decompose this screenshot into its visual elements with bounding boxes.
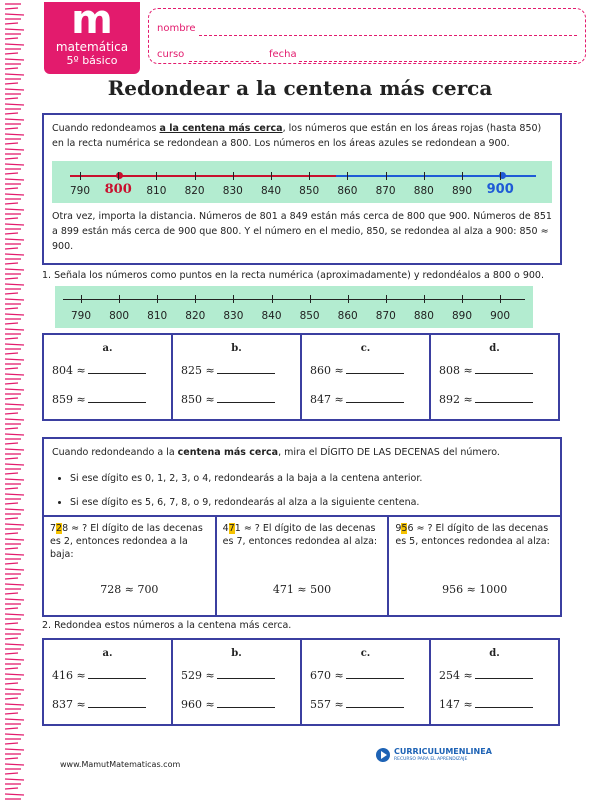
name-field[interactable] <box>199 35 577 36</box>
tick-label: 880 <box>413 310 434 322</box>
tick <box>233 295 234 303</box>
exercise-column <box>44 335 173 419</box>
tick <box>462 295 463 303</box>
tick <box>348 295 349 303</box>
answer-blank[interactable] <box>346 392 404 403</box>
answer-blank[interactable] <box>475 392 533 403</box>
exercise-text: 557 ≈ <box>310 698 344 711</box>
exercise-text: 825 ≈ <box>181 364 215 377</box>
answer-blank[interactable] <box>475 363 533 374</box>
tick <box>157 295 158 303</box>
exercise-text: 804 ≈ <box>52 364 86 377</box>
answer-blank[interactable] <box>88 697 146 708</box>
tick <box>272 295 273 303</box>
answer-blank[interactable] <box>475 668 533 679</box>
tick <box>233 172 234 180</box>
intro-box <box>42 113 562 265</box>
column-head: b. <box>231 648 242 659</box>
tick-label: 830 <box>223 310 244 322</box>
digit-hundreds: 9 <box>395 523 402 534</box>
digit-ones: 1 <box>234 523 241 534</box>
date-field[interactable] <box>299 61 577 62</box>
exercise-item <box>181 697 275 711</box>
intro-text-emph: a la centena más cerca <box>159 123 283 134</box>
example-explanation: ≈ ? El dígito de las decenas es 7, entonces redondea al alza: <box>222 523 378 547</box>
tick-label: 840 <box>261 310 282 322</box>
exercise-item <box>439 668 533 682</box>
brand-sub: RECURSO PARA EL APRENDIZAJE <box>394 757 468 762</box>
exercise-item <box>439 363 533 377</box>
column-head: d. <box>489 648 500 659</box>
exercise-column <box>173 335 302 419</box>
tick-label: 800 <box>104 182 132 197</box>
answer-blank[interactable] <box>346 363 404 374</box>
example-answer: 956 ≈ 1000 <box>442 583 508 596</box>
question-2-prompt: 2. Redondea estos números a la centena más cerca. <box>42 620 292 631</box>
tick <box>309 172 310 180</box>
exercise-item <box>310 697 404 711</box>
tick <box>462 172 463 180</box>
exercise-text: 850 ≈ <box>181 393 215 406</box>
brand-name: CURRICULUMENLINEA <box>394 747 492 756</box>
number-line-axis <box>63 299 525 300</box>
tick <box>271 172 272 180</box>
example-text <box>223 522 381 548</box>
digit-hundreds: 7 <box>50 523 57 534</box>
red-segment <box>70 175 336 177</box>
exercise-column <box>173 640 302 724</box>
tick-label: 830 <box>222 185 243 197</box>
tick <box>119 295 120 303</box>
answer-blank[interactable] <box>217 697 275 708</box>
exercise-item <box>52 392 146 406</box>
answer-blank[interactable] <box>88 363 146 374</box>
tick-label: 800 <box>109 310 130 322</box>
exercise-item <box>310 392 404 406</box>
point-800 <box>116 172 123 179</box>
rule-text-emph: centena más cerca <box>177 447 279 458</box>
exercise-item <box>181 668 275 682</box>
tick <box>347 172 348 180</box>
column-head: d. <box>489 343 500 354</box>
column-head: c. <box>360 343 371 354</box>
exercise-column <box>431 640 558 724</box>
exercise-text: 147 ≈ <box>439 698 473 711</box>
answer-blank[interactable] <box>217 363 275 374</box>
example-cell <box>389 517 560 617</box>
example-answer: 471 ≈ 500 <box>272 583 332 596</box>
tick-label: 820 <box>184 185 205 197</box>
number-line-blank <box>55 286 533 328</box>
example-explanation: ≈ ? El dígito de las decenas es 2, entonces redondea a la baja: <box>50 523 203 560</box>
tick-label: 790 <box>69 185 91 197</box>
student-header <box>148 8 586 64</box>
question-1-prompt: 1. Señala los números como puntos en la recta numérica (aproximadamente) y redondéalos a 800 o 900. <box>42 270 544 281</box>
tick <box>81 295 82 303</box>
intro-text-a: Cuando redondeamos <box>52 123 160 134</box>
example-cell <box>217 517 390 617</box>
tick-label: 900 <box>486 182 514 197</box>
exercise-text: 808 ≈ <box>439 364 473 377</box>
tick <box>310 295 311 303</box>
tick-label: 850 <box>299 310 320 322</box>
column-head: c. <box>360 648 371 659</box>
tick <box>424 172 425 180</box>
tick-label: 810 <box>146 185 167 197</box>
tick <box>500 295 501 303</box>
intro-text <box>52 121 552 151</box>
question-1-grid <box>42 333 560 421</box>
exercise-column <box>302 640 431 724</box>
question-2-grid <box>42 638 560 726</box>
page-title: Redondear a la centena más cerca <box>107 76 493 100</box>
digit-tens-highlight: 7 <box>228 523 235 534</box>
answer-blank[interactable] <box>217 392 275 403</box>
logo-letter: m <box>71 0 113 43</box>
name-label: nombre <box>157 23 196 34</box>
column-head: a. <box>102 648 113 659</box>
column-head: b. <box>231 343 242 354</box>
tick <box>386 172 387 180</box>
course-field[interactable] <box>189 61 259 62</box>
answer-blank[interactable] <box>346 697 404 708</box>
tick <box>424 295 425 303</box>
exercise-text: 670 ≈ <box>310 669 344 682</box>
example-cell <box>44 517 217 617</box>
exercise-text: 960 ≈ <box>181 698 215 711</box>
course-label: curso <box>157 49 185 60</box>
exercise-item <box>52 697 146 711</box>
intro-text-c: , los números que están en los áreas rojas (hasta 850) en la recta numérica se redondean a 800. Los números en los áreas azules se redondean a 900. <box>52 123 542 149</box>
rule-box <box>42 437 562 617</box>
logo-subject: matemática <box>55 40 129 54</box>
tick-label: 850 <box>299 185 320 197</box>
tick-label: 840 <box>260 185 282 197</box>
footer-site[interactable]: www.MamutMatematicas.com <box>60 760 181 769</box>
exercise-text: 254 ≈ <box>439 669 473 682</box>
answer-blank[interactable] <box>217 668 275 679</box>
rule-text-a: Cuando redondeando a la <box>52 447 178 458</box>
example-text <box>50 522 208 561</box>
exercise-column <box>431 335 558 419</box>
exercise-column <box>44 640 173 724</box>
exercise-text: 529 ≈ <box>181 669 215 682</box>
exercise-text: 860 ≈ <box>310 364 344 377</box>
tick-label: 870 <box>375 310 396 322</box>
exercise-text: 892 ≈ <box>439 393 473 406</box>
tick-label: 870 <box>375 185 396 197</box>
example-explanation: ≈ ? El dígito de las decenas es 5, entonces redondea al alza: <box>395 523 550 547</box>
decorative-margin <box>0 0 30 800</box>
tick-label: 820 <box>185 310 206 322</box>
exercise-item <box>310 668 404 682</box>
exercise-item <box>181 392 275 406</box>
blue-segment <box>336 175 536 177</box>
tick-label: 880 <box>413 185 434 197</box>
tick <box>386 295 387 303</box>
intro-text-2: Otra vez, importa la distancia. Números de 801 a 849 están más cerca de 800 que 900. Números de 851 a 899 están más cerca de 900 que 800. Y el número en el medio, 850, se redondea al alza a 900: 850 ≈ 900. <box>52 211 552 252</box>
exercise-text: 416 ≈ <box>52 669 86 682</box>
tick <box>156 172 157 180</box>
tick <box>195 172 196 180</box>
tick-label: 900 <box>490 310 511 322</box>
number-line-colored <box>52 161 552 203</box>
exercise-item <box>52 363 146 377</box>
exercise-item <box>439 697 533 711</box>
rule-list <box>48 471 570 510</box>
digit-ones: 6 <box>407 523 414 534</box>
tick <box>195 295 196 303</box>
rule-text <box>52 445 552 460</box>
rule-text-c: , mira el DÍGITO DE LAS DECENAS del número. <box>278 447 500 458</box>
answer-blank[interactable] <box>88 668 146 679</box>
date-label: fecha <box>269 49 297 60</box>
exercise-item <box>181 363 275 377</box>
rule-bullet-2: • Si ese dígito es 5, 6, 7, 8, o 9, redondearás al alza a la siguiente centena. <box>70 495 570 510</box>
tick <box>80 172 81 180</box>
exercise-text: 859 ≈ <box>52 393 86 406</box>
tick-label: 860 <box>337 310 358 322</box>
exercise-text: 837 ≈ <box>52 698 86 711</box>
tick-label: 810 <box>147 310 168 322</box>
examples-row <box>44 515 560 617</box>
logo <box>44 2 140 74</box>
column-head: a. <box>102 343 113 354</box>
tick-label: 790 <box>70 310 92 322</box>
answer-blank[interactable] <box>88 392 146 403</box>
tick-label: 860 <box>337 185 358 197</box>
exercise-column <box>302 335 431 419</box>
brand-icon <box>376 748 390 762</box>
exercise-item <box>439 392 533 406</box>
exercise-item <box>52 668 146 682</box>
logo-grade: 5º básico <box>66 54 118 67</box>
digit-tens-highlight: 2 <box>56 523 63 534</box>
tick <box>118 172 119 180</box>
answer-blank[interactable] <box>346 668 404 679</box>
exercise-text: 847 ≈ <box>310 393 344 406</box>
exercise-item <box>310 363 404 377</box>
rule-bullet-1: • Si ese dígito es 0, 1, 2, 3, o 4, redondearás a la baja a la centena anterior. <box>70 471 570 486</box>
digit-tens-highlight: 5 <box>401 523 408 534</box>
digit-ones: 8 <box>62 523 69 534</box>
example-text <box>395 522 553 548</box>
tick-label: 890 <box>451 185 473 197</box>
answer-blank[interactable] <box>475 697 533 708</box>
example-answer: 728 ≈ 700 <box>100 583 159 596</box>
digit-hundreds: 4 <box>222 523 229 534</box>
tick-label: 890 <box>451 310 473 322</box>
tick <box>500 172 501 180</box>
